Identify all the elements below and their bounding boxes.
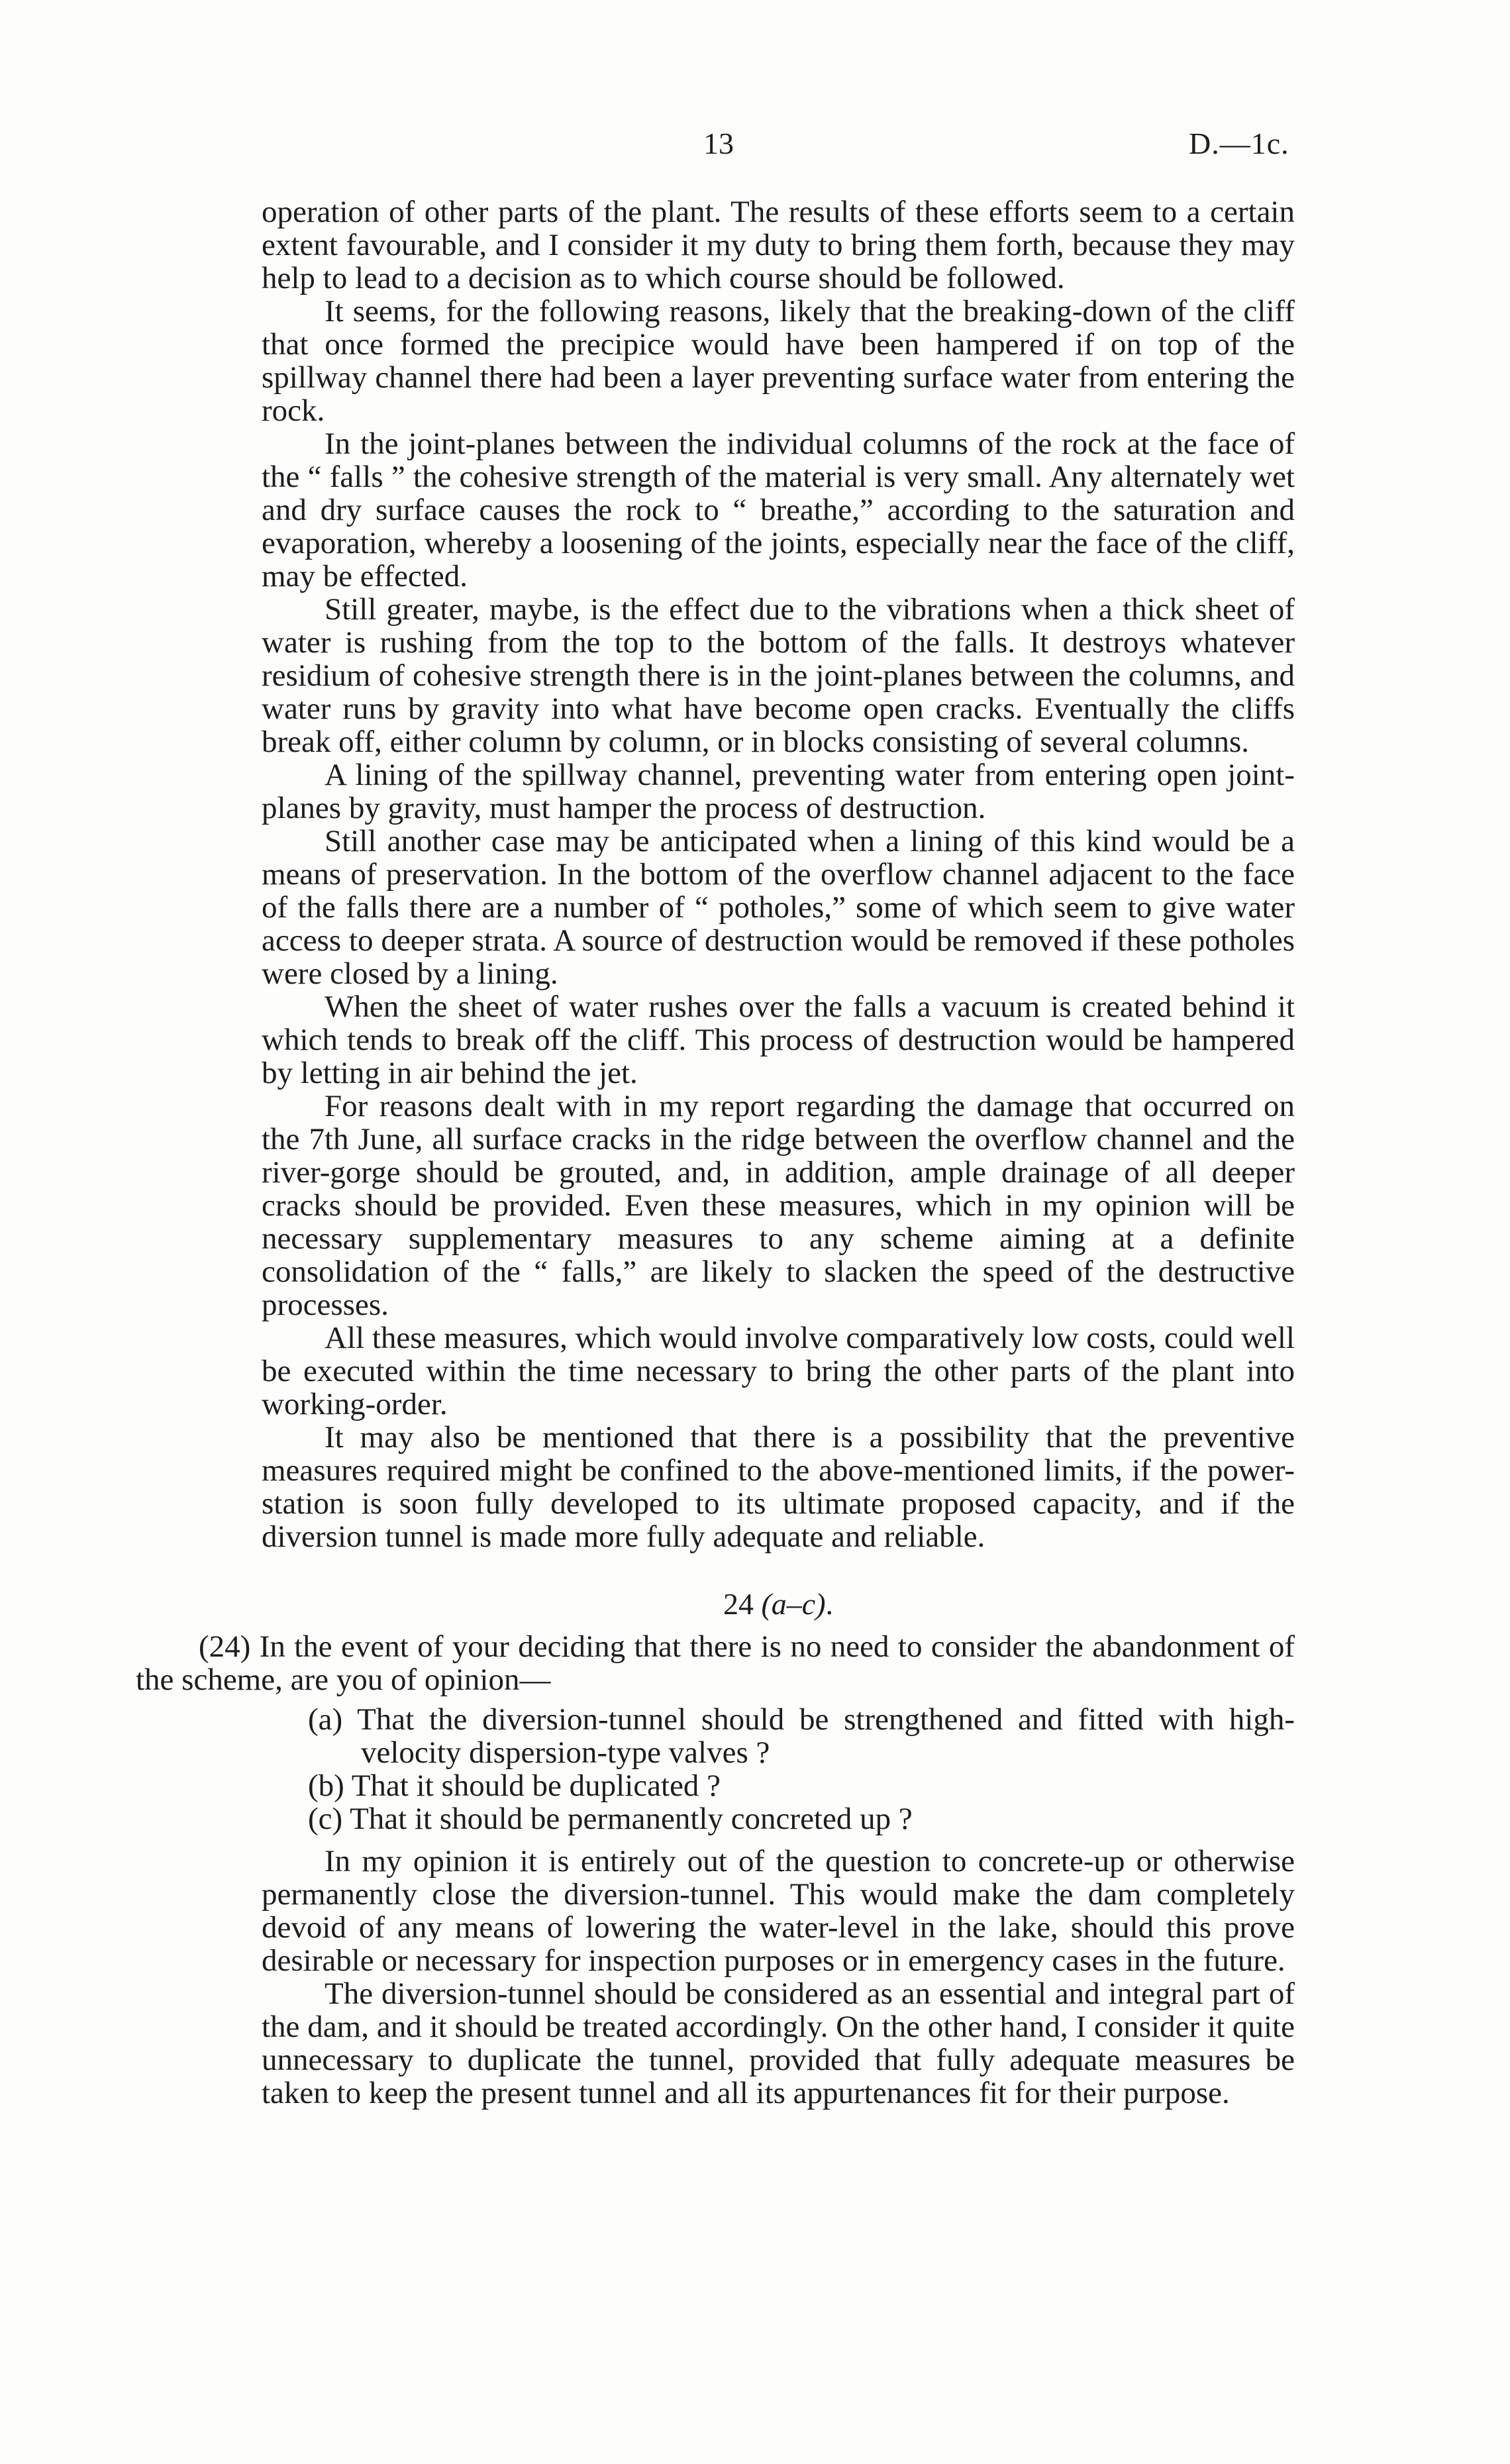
- paragraph: All these measures, which would involve comparatively low costs, could well be executed within the time necessary to bring the other parts of the plant into working-order.: [262, 1321, 1295, 1421]
- question-item-c: [262, 1802, 1295, 1835]
- item-text: That it should be duplicated ?: [351, 1769, 721, 1803]
- question-item-a: [262, 1703, 1295, 1769]
- item-label: (b): [308, 1769, 344, 1803]
- item-label: (c): [308, 1802, 343, 1836]
- paragraph-continuation: operation of other parts of the plant. The results of these efforts seem to a certain extent favourable, and I consider it my duty to bring them forth, because they may help to lead to a decision as to which course should be followed.: [262, 195, 1295, 295]
- paragraph: For reasons dealt with in my report regarding the damage that occurred on the 7th June, all surface cracks in the ridge between the overflow channel and the river-gorge should be grouted, and, in addition, ample drainage of all deeper cracks should be provided. Even these measures, which in my opinion will be necessary supplementary measures to any scheme aiming at a definite consolidation of the “ falls,” are likely to slacken the speed of the destructive processes.: [262, 1089, 1295, 1322]
- section-heading-range: (a–c): [761, 1587, 826, 1621]
- paragraph: In the joint-planes between the individual columns of the rock at the face of the “ falls ” the cohesive strength of the material is very small. Any alternately wet and dry surface causes the rock to “ breathe,” according to the saturation and evaporation, whereby a loosening of the joints, especially near the face of the cliff, may be effected.: [262, 427, 1295, 593]
- question-text: (24) In the event of your deciding that there is no need to consider the abandonment of the scheme, are you of opinion—: [136, 1629, 1295, 1697]
- answer-paragraph: The diversion-tunnel should be considered as an essential and integral part of the dam, and it should be treated accordingly. On the other hand, I consider it quite unnecessary to duplicate the tunnel, provided that fully adequate measures be taken to keep the present tunnel and all its appurtenances fit for their purpose.: [262, 1976, 1295, 2110]
- paragraph: Still greater, maybe, is the effect due to the vibrations when a thick sheet of water is rushing from the top to the bottom of the falls. It destroys whatever residium of cohesive strength there is in the joint-planes between the columns, and water runs by gravity into what have become open cracks. Eventually the cliffs break off, either column by column, or in blocks consisting of several columns.: [262, 592, 1295, 759]
- paragraph: It may also be mentioned that there is a possibility that the preventive measures required might be confined to the above-mentioned limits, if the power-station is soon fully developed to its ultimate proposed capacity, and if the diversion tunnel is made more fully adequate and reliable.: [262, 1420, 1295, 1554]
- document-code: D.—1c.: [1189, 127, 1289, 160]
- item-text: That it should be permanently concreted up ?: [350, 1802, 913, 1836]
- paragraph: A lining of the spillway channel, preventing water from entering open joint-planes by gravity, must hamper the process of destruction.: [262, 758, 1295, 825]
- item-text: That the diversion-tunnel should be strengthened and fitted with high-velocity dispersion-type valves ?: [357, 1702, 1295, 1770]
- answer-paragraph: In my opinion it is entirely out of the question to concrete-up or otherwise permanently close the diversion-tunnel. This would make the dam completely devoid of any means of lowering the water-level in the lake, should this prove desirable or necessary for inspection purposes or in emergency cases in the future.: [262, 1844, 1295, 1978]
- page-number: 13: [703, 127, 734, 160]
- section-heading-suffix: .: [825, 1587, 834, 1621]
- paragraph: Still another case may be anticipated when a lining of this kind would be a means of preservation. In the bottom of the overflow channel adjacent to the face of the falls there are a number of “ potholes,” some of which seem to give water access to deeper strata. A source of destruction would be removed if these potholes were closed by a lining.: [262, 824, 1295, 991]
- body-text: [136, 195, 1295, 2110]
- page-header: [0, 126, 1510, 172]
- paragraph: When the sheet of water rushes over the falls a vacuum is created behind it which tends to break off the cliff. This process of destruction would be hampered by letting in air behind the jet.: [262, 990, 1295, 1090]
- question-item-b: [262, 1769, 1295, 1802]
- section-heading-number: 24: [723, 1587, 754, 1621]
- paragraph: It seems, for the following reasons, likely that the breaking-down of the cliff that once formed the precipice would have been hampered if on top of the spillway channel there had been a layer preventing surface water from entering the rock.: [262, 294, 1295, 428]
- item-label: (a): [308, 1702, 343, 1737]
- section-heading: [262, 1588, 1295, 1621]
